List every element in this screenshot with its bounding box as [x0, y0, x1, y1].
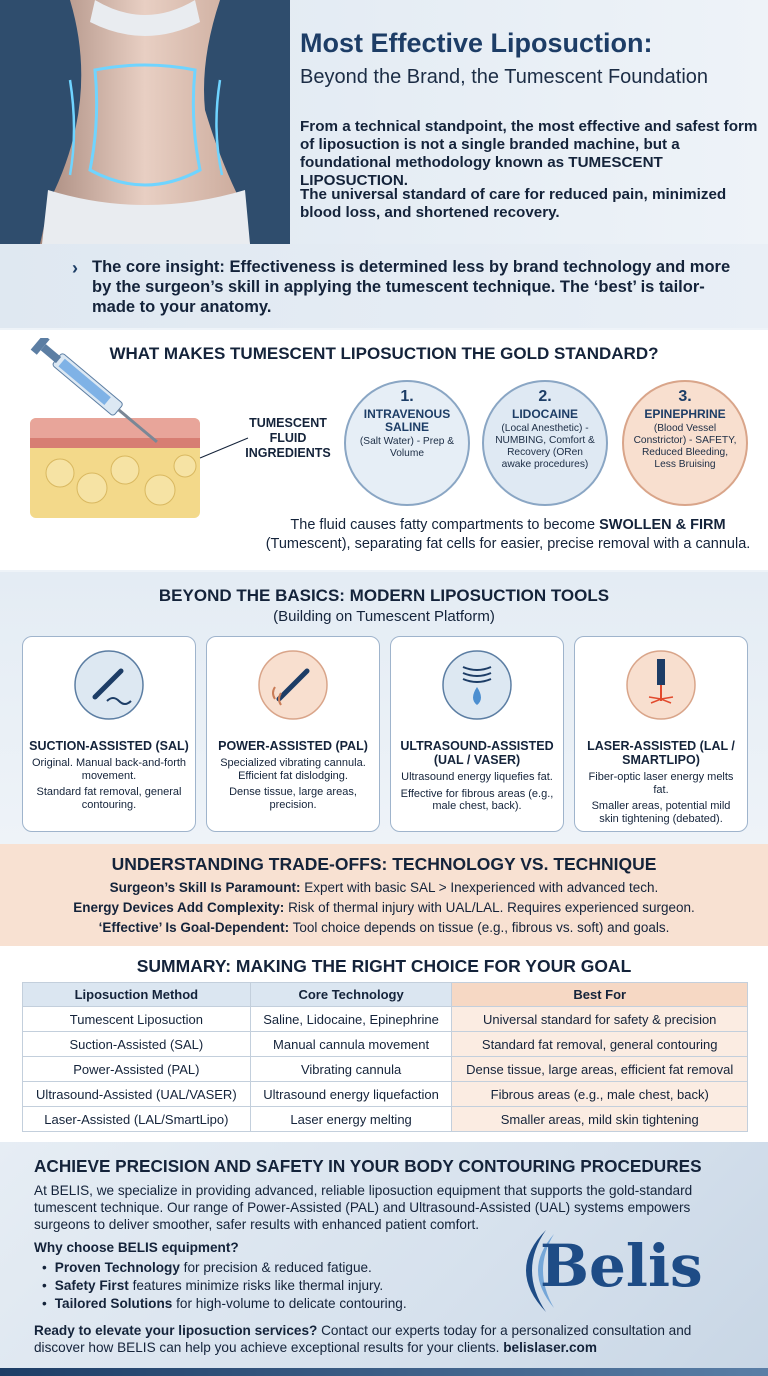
ingredient-saline [344, 380, 470, 506]
tool-card-sal [22, 636, 196, 832]
cta-section [0, 1142, 768, 1376]
table-cell: Suction-Assisted (SAL) [23, 1032, 251, 1057]
tool-card-pal [206, 636, 380, 832]
tradeoff-line [0, 900, 768, 915]
tool-desc: Specialized vibrating cannula. Efficient fat dislodging. [220, 757, 366, 782]
why-heading: Why choose BELIS equipment? [34, 1240, 239, 1255]
table-cell: Vibrating cannula [250, 1057, 452, 1082]
tool-use: Standard fat removal, general contouring. [36, 786, 182, 811]
list-item [42, 1295, 482, 1313]
cta-title: ACHIEVE PRECISION AND SAFETY IN YOUR BODY CONTOURING PROCEDURES [34, 1156, 702, 1176]
tradeoff-heading: Surgeon’s Skill Is Paramount: [109, 880, 301, 895]
bottom-bar [0, 1368, 768, 1376]
page-subtitle: Beyond the Brand, the Tumescent Foundation [300, 66, 709, 88]
tool-name: POWER-ASSISTED (PAL) [218, 739, 368, 753]
table-cell: Smaller areas, mild skin tightening [452, 1107, 748, 1132]
table-cell: Saline, Lidocaine, Epinephrine [250, 1007, 452, 1032]
closing-text: Contact our experts today for a personalized consultation and discover how BELIS can help you achieve exceptional results for your clients. [34, 1323, 692, 1355]
tools-title: BEYOND THE BASICS: MODERN LIPOSUCTION TOOLS [158, 586, 610, 605]
chevron-right-icon: › [72, 258, 78, 278]
intro-summary: The universal standard of care for reduced pain, minimized blood loss, and shortened recovery. [300, 186, 727, 221]
summary-title: SUMMARY: MAKING THE RIGHT CHOICE FOR YOUR GOAL [136, 956, 632, 976]
tradeoffs-title: UNDERSTANDING TRADE-OFFS: TECHNOLOGY VS. TECHNIQUE [111, 854, 657, 874]
column-header: Liposuction Method [23, 983, 251, 1007]
tradeoff-text: Expert with basic SAL > Inexperienced with advanced tech. [300, 880, 659, 895]
footnote-text: The fluid causes fatty compartments to become [290, 517, 600, 533]
column-header: Best For [452, 983, 748, 1007]
cta-paragraph: At BELIS, we specialize in providing advanced, reliable liposuction equipment that supports the gold-standard tumescent technique. Our range of Power-Assisted (PAL) and Ultrasound-Assisted (UAL) systems empowers surgeons to deliver smoother, safer results with enhanced patient comfort. [34, 1183, 693, 1232]
table-row [23, 1107, 748, 1132]
benefit-heading: Safety First [54, 1278, 129, 1293]
tradeoff-heading: ‘Effective’ Is Goal-Dependent: [98, 920, 290, 935]
ingredient-epinephrine [622, 380, 748, 506]
ingredient-desc: (Salt Water) - Prep & Volume [359, 436, 455, 459]
footnote-emphasis: SWOLLEN & FIRM [599, 517, 726, 533]
ingredient-name: EPINEPHRINE [644, 407, 726, 421]
benefit-heading: Proven Technology [54, 1260, 180, 1275]
tool-name: LASER-ASSISTED (LAL / SMARTLIPO) [587, 739, 735, 767]
tool-name: ULTRASOUND-ASSISTED (UAL / VASER) [400, 739, 554, 767]
ingredient-number: 1. [400, 388, 414, 405]
ingredient-desc: (Local Anesthetic) - NUMBING, Comfort & Recovery (ORen awake procedures) [495, 423, 595, 470]
closing-heading: Ready to elevate your liposuction services? [34, 1323, 318, 1338]
table-cell: Ultrasound-Assisted (UAL/VASER) [23, 1082, 251, 1107]
hero-section [0, 0, 768, 244]
intro-paragraph: From a technical standpoint, the most effective and safest form of liposuction is not a single branded machine, but a foundational methodology known as TUMESCENT LIPOSUCTION. [300, 118, 758, 189]
insight-banner [0, 244, 768, 328]
benefit-text: for precision & reduced fatigue. [179, 1260, 372, 1275]
footnote-text: (Tumescent), separating fat cells for easier, precise removal with a cannula. [265, 536, 751, 552]
tool-use: Dense tissue, large areas, precision. [229, 786, 357, 811]
table-cell: Ultrasound energy liquefaction [250, 1082, 452, 1107]
tradeoff-line [0, 920, 768, 935]
ingredient-name: LIDOCAINE [512, 407, 578, 421]
tradeoff-text: Tool choice depends on tissue (e.g., fibrous vs. soft) and goals. [289, 920, 670, 935]
gold-standard-section [0, 330, 768, 570]
insight-text: The core insight: Effectiveness is determined less by brand technology and more by the surgeon’s skill in applying the tumescent technique. The ‘best’ is tailor-made to your anatomy. [92, 258, 731, 316]
table-cell: Dense tissue, large areas, efficient fat removal [452, 1057, 748, 1082]
ingredients-label: TUMESCENT FLUID INGREDIENTS [245, 416, 331, 460]
laser-fiber-icon [625, 649, 697, 721]
belis-logo: Belis [540, 1232, 703, 1300]
cta-closing [34, 1322, 734, 1356]
tradeoffs-section [0, 844, 768, 946]
benefit-heading: Tailored Solutions [54, 1296, 173, 1311]
tools-subtitle: (Building on Tumescent Platform) [273, 608, 495, 625]
ingredient-lidocaine [482, 380, 608, 506]
table-header-row [23, 983, 748, 1007]
table-cell: Standard fat removal, general contouring [452, 1032, 748, 1057]
vibrating-cannula-icon [257, 649, 329, 721]
page-title: Most Effective Liposuction: [300, 28, 653, 58]
column-header: Core Technology [250, 983, 452, 1007]
torso-illustration [0, 0, 290, 244]
tool-card-lal [574, 636, 748, 832]
table-row [23, 1007, 748, 1032]
list-item [42, 1259, 482, 1277]
tradeoff-text: Risk of thermal injury with UAL/LAL. Requires experienced surgeon. [284, 900, 695, 915]
ingredient-number: 2. [538, 388, 552, 405]
cannula-wave-icon [73, 649, 145, 721]
table-row [23, 1082, 748, 1107]
tradeoff-heading: Energy Devices Add Complexity: [73, 900, 285, 915]
ingredient-name: INTRAVENOUS SALINE [363, 407, 451, 434]
gold-standard-footnote [258, 516, 758, 554]
tool-name: SUCTION-ASSISTED (SAL) [29, 739, 189, 753]
syringe-tissue-illustration [20, 338, 260, 528]
tools-section [0, 572, 768, 844]
table-cell: Tumescent Liposuction [23, 1007, 251, 1032]
table-row [23, 1057, 748, 1082]
tool-use: Smaller areas, potential mild skin tightening (debated). [591, 800, 731, 825]
benefit-text: features minimize risks like thermal injury. [128, 1278, 384, 1293]
benefits-list [42, 1259, 482, 1313]
gold-standard-title: WHAT MAKES TUMESCENT LIPOSUCTION THE GOLD STANDARD? [109, 344, 659, 363]
table-cell: Laser-Assisted (LAL/SmartLipo) [23, 1107, 251, 1132]
benefit-text: for high-volume to delicate contouring. [172, 1296, 407, 1311]
table-row [23, 1032, 748, 1057]
tool-card-ual [390, 636, 564, 832]
website-link[interactable]: belislaser.com [503, 1340, 597, 1355]
ultrasound-droplet-icon [441, 649, 513, 721]
summary-table [22, 982, 748, 1132]
tool-desc: Ultrasound energy liquefies fat. [401, 771, 553, 783]
summary-section [0, 946, 768, 1142]
list-item [42, 1277, 482, 1295]
tool-desc: Fiber-optic laser energy melts fat. [588, 771, 734, 796]
ingredient-number: 3. [678, 388, 692, 405]
tradeoff-line [0, 880, 768, 895]
table-cell: Power-Assisted (PAL) [23, 1057, 251, 1082]
table-cell: Universal standard for safety & precision [452, 1007, 748, 1032]
tool-desc: Original. Manual back-and-forth movement. [31, 757, 187, 782]
table-cell: Fibrous areas (e.g., male chest, back) [452, 1082, 748, 1107]
tool-use: Effective for fibrous areas (e.g., male chest, back). [400, 787, 554, 812]
ingredient-desc: (Blood Vessel Constrictor) - SAFETY, Reduced Bleeding, Less Bruising [633, 423, 737, 470]
table-cell: Manual cannula movement [250, 1032, 452, 1057]
table-cell: Laser energy melting [250, 1107, 452, 1132]
